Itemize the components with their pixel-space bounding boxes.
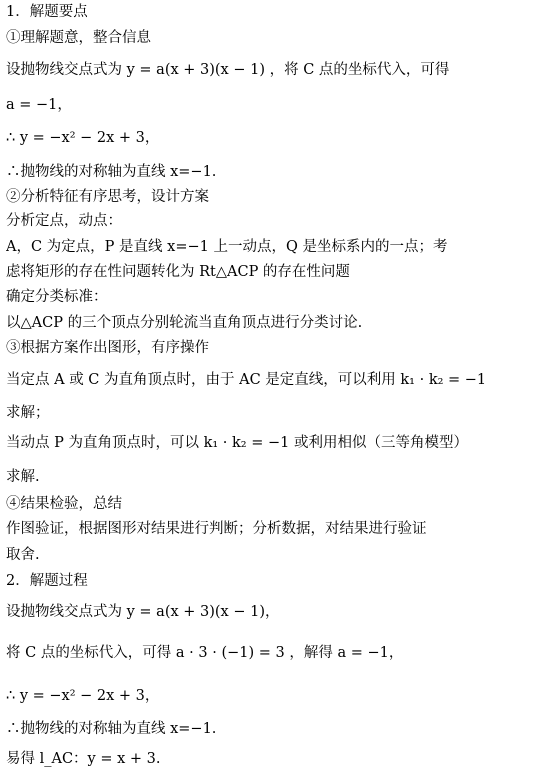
text-line: ∴抛物线的对称轴为直线 x=−1. [6, 164, 217, 180]
text-line: 当动点 P 为直角顶点时，可以 k₁ · k₂ = −1 或利用相似（三等角模型） [6, 435, 468, 451]
text-line: 求解. [6, 469, 40, 485]
formula-line: ∴ y = −x² − 2x + 3， [6, 688, 160, 704]
step-1-heading: ①理解题意，整合信息 [6, 30, 151, 46]
section-heading-key-points: 1．解题要点 [6, 4, 88, 20]
formula-line: 易得 l_AC：y = x + 3. [6, 751, 161, 767]
formula-line: a = −1， [6, 97, 72, 113]
formula-line: 将 C 点的坐标代入，可得 a · 3 · (−1) = 3 ，解得 a = −1， [6, 645, 404, 661]
text-line: ∴抛物线的对称轴为直线 x=−1. [6, 721, 217, 737]
text-line: 作图验证，根据图形对结果进行判断；分析数据，对结果进行验证 [6, 521, 427, 537]
text-line: A，C 为定点，P 是直线 x=−1 上一动点，Q 是坐标系内的一点；考 [6, 239, 448, 255]
text-line: 求解； [6, 405, 50, 421]
step-2-heading: ②分析特征有序思考，设计方案 [6, 189, 209, 205]
section-heading-solution: 2．解题过程 [6, 573, 88, 589]
step-3-heading: ③根据方案作出图形，有序操作 [6, 340, 209, 356]
text-line: 设抛物线交点式为 y = a(x + 3)(x − 1) ，将 C 点的坐标代入，可得 [6, 62, 450, 78]
formula-line: ∴ y = −x² − 2x + 3， [6, 130, 160, 146]
step-4-heading: ④结果检验，总结 [6, 496, 122, 512]
text-line: 当定点 A 或 C 为直角顶点时，由于 AC 是定直线，可以利用 k₁ · k₂ = −1 [6, 372, 487, 388]
text-line: 取舍. [6, 547, 40, 563]
text-line: 确定分类标准： [6, 289, 108, 305]
text-line: 虑将矩形的存在性问题转化为 Rt△ACP 的存在性问题 [6, 264, 350, 280]
formula-line: 设抛物线交点式为 y = a(x + 3)(x − 1)， [6, 604, 280, 620]
text-line: 分析定点，动点： [6, 213, 122, 229]
text-line: 以△ACP 的三个顶点分别轮流当直角顶点进行分类讨论. [6, 315, 363, 331]
